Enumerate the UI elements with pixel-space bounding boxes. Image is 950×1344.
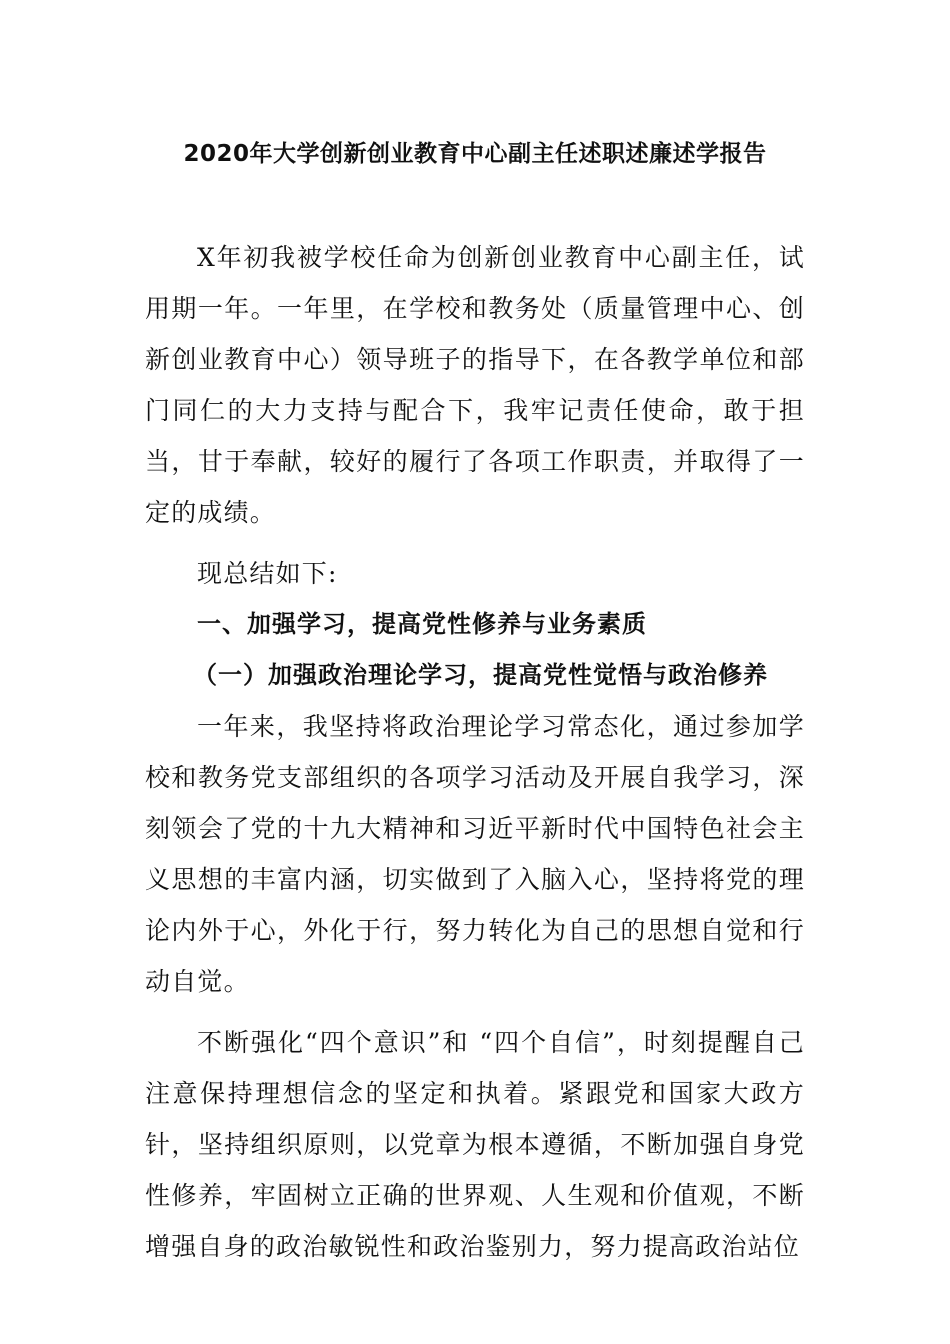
- document-body: [145, 232, 805, 1272]
- subsection-heading: （一）加强政治理论学习，提高党性觉悟与政治修养: [193, 661, 768, 689]
- document-title: 2020年大学创新创业教育中心副主任述职述廉述学报告: [183, 141, 767, 167]
- study-paragraph: 一年来，我坚持将政治理论学习常态化，通过参加学校和教务党支部组织的各项学习活动及开展自我学习，深刻领会了党的十九大精神和习近平新时代中国特色社会主义思想的丰富内涵，切实做到了入脑入心，坚持将党的理论内外于心，外化于行，努力转化为自己的思想自觉和行动自觉。: [145, 712, 805, 996]
- intro-paragraph: X年初我被学校任命为创新创业教育中心副主任，试用期一年。一年里，在学校和教务处（质量管理中心、创新创业教育中心）领导班子的指导下，在各教学单位和部门同仁的大力支持与配合下，我牢记责任使命，敢于担当，甘于奉献，较好的履行了各项工作职责，并取得了一定的成绩。: [145, 243, 805, 527]
- section-heading: 一、加强学习，提高党性修养与业务素质: [197, 610, 647, 638]
- awareness-paragraph: 不断强化“四个意识”和 “四个自信”，时刻提醒自己注意保持理想信念的坚定和执着。紧跟党和国家大政方针，坚持组织原则，以党章为根本遵循，不断加强自身党性修养，牢固树立正确的世界观、人生观和价值观，不断增强自身的政治敏锐性和政治鉴别力，努力提高政治站位: [145, 1028, 805, 1261]
- summary-lead-paragraph: 现总结如下:: [197, 559, 338, 588]
